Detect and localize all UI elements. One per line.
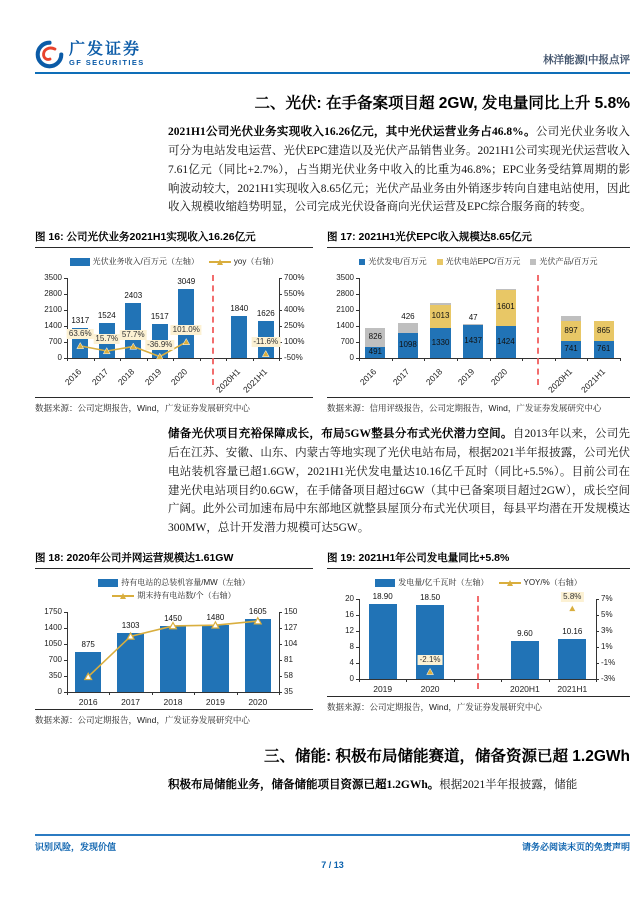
axis-tick [555, 358, 556, 361]
right-axis-tick-label: 7% [601, 594, 613, 604]
right-axis-tick-label: 150 [284, 607, 298, 617]
y-axis-line [359, 278, 360, 358]
y-axis-tick-label: 0 [57, 687, 62, 697]
page-header [35, 40, 630, 69]
gf-logo-icon [35, 40, 64, 69]
right-axis-tick-label: 81 [284, 655, 293, 665]
y-axis-tick-label: 700 [340, 337, 354, 347]
y-axis-tick-label: 2800 [336, 289, 354, 299]
x-axis-label: 2016 [358, 366, 379, 388]
bar-value-label: 1098 [399, 340, 417, 350]
right-axis-tick-label: 104 [284, 639, 298, 649]
line-value-label: -11.6% [253, 337, 279, 347]
footer-right-disclaimer: 请务必阅读末页的免责声明 [521, 841, 630, 852]
bar-value-label: 1840 [230, 304, 249, 314]
figure-18-grid-capacity-chart [35, 550, 313, 727]
right-axis-tick-label: 3% [601, 626, 613, 636]
line-marker-icon [254, 618, 261, 624]
bar-value-label: 1450 [164, 613, 182, 623]
line-marker-icon [212, 622, 219, 628]
legend-item [499, 577, 582, 588]
x-axis-label: 2020 [420, 684, 440, 695]
y-axis-tick-label: 700 [48, 655, 62, 665]
right-axis-tick-label: -50% [284, 353, 303, 363]
x-axis-label: 2020H1 [214, 366, 243, 395]
legend-item [530, 256, 597, 267]
line-value-label: -2.1% [419, 655, 441, 664]
brand-text [69, 42, 145, 68]
y-axis-tick-label: 1400 [336, 321, 354, 331]
line-series [35, 604, 313, 700]
legend-line-marker-icon [120, 593, 126, 599]
header-divider [35, 72, 630, 74]
bar-value-label: 761 [597, 344, 611, 354]
legend-label: 光伏发电/百万元 [368, 257, 427, 267]
x-axis-label: 2020 [248, 697, 268, 708]
bar-value-label: 865 [597, 325, 611, 335]
right-axis-tick-label: 35 [284, 687, 293, 697]
bar-value-label: 1605 [248, 606, 267, 616]
right-axis-tick-label: 100% [284, 337, 305, 347]
page-footer [35, 834, 630, 870]
legend-line-swatch [112, 592, 134, 600]
line-marker-icon [427, 669, 434, 675]
legend-line-swatch [209, 258, 231, 266]
y-axis-tick-label: 2100 [44, 305, 62, 315]
line-value-label: 5.8% [563, 591, 582, 601]
y-axis-tick-label: 4 [349, 658, 354, 668]
y-axis-tick-label: 1050 [44, 639, 62, 649]
bar-value-label: 491 [368, 347, 382, 357]
legend-item [209, 256, 278, 267]
bar-segment [463, 324, 483, 325]
legend-label: yoy（右轴） [233, 257, 279, 267]
x-axis-label: 2019 [456, 366, 477, 388]
legend-line-marker-icon [217, 259, 223, 265]
right-axis-tick-label: 250% [284, 321, 305, 331]
right-axis-tick-label: 700% [284, 273, 305, 283]
footer-divider [35, 834, 630, 836]
legend-item [98, 577, 249, 588]
legend-line-swatch [499, 579, 521, 587]
axis-tick [457, 358, 458, 361]
y-axis-tick-label: 0 [57, 353, 62, 363]
right-axis-tick-label: 5% [601, 610, 613, 620]
legend-square-swatch [437, 259, 443, 265]
bar-value-label: 875 [81, 640, 95, 650]
chart-caption: 图 19: 2021H1年公司发电量同比+5.8% [327, 550, 630, 569]
bar-value-label: 1317 [71, 316, 90, 326]
bar-value-label: 3049 [177, 276, 196, 286]
line-marker-icon [569, 605, 576, 611]
x-axis-label: 2018 [116, 366, 137, 388]
chart-source: 数据来源：公司定期报告，Wind，广发证券发展研究中心 [327, 696, 630, 714]
axis-tick [392, 358, 393, 361]
chart-plot [35, 604, 313, 708]
chart-plot [327, 270, 630, 395]
bar-segment [430, 303, 450, 304]
legend-label: 期末持有电站数/个（右轴） [137, 591, 236, 601]
y-axis-tick-label: 0 [349, 353, 354, 363]
chart-caption: 图 18: 2020年公司并网运营规模达1.61GW [35, 550, 313, 569]
line-series [327, 591, 630, 687]
bar-value-label: 1601 [496, 301, 515, 311]
right-axis-tick-label: 550% [284, 289, 305, 299]
right-axis-tick-label: -1% [601, 658, 616, 668]
bar-value-label: 1437 [464, 336, 483, 346]
legend-bar-swatch [375, 579, 395, 587]
x-axis-label: 2021H1 [578, 366, 608, 395]
charts-row-1 [35, 229, 630, 415]
x-axis-label: 2019 [205, 697, 225, 708]
x-axis-label: 2017 [390, 366, 412, 388]
legend-label: YOY/%（右轴） [523, 578, 582, 588]
bar-value-label: 741 [564, 344, 578, 354]
chart-legend [35, 577, 313, 601]
x-axis-label: 2017 [89, 366, 111, 388]
axis-tick [620, 358, 621, 361]
chart-plot [327, 591, 630, 695]
paragraph-storage-bold: 积极布局储能业务，储备储能项目资源已超1.2GWh。 [168, 778, 440, 791]
y-axis-tick-label: 3500 [44, 273, 62, 283]
legend-square-swatch [359, 259, 365, 265]
legend-label: 持有电站的总装机容量/MW（左轴） [121, 578, 250, 588]
y-axis-tick-label: 2800 [44, 289, 62, 299]
section-title-storage: 三、储能: 积极布局储能赛道，储备资源已超 1.2GWh [264, 747, 630, 765]
bar-value-label: 18.50 [420, 593, 441, 603]
legend-item [112, 590, 235, 601]
axis-tick [490, 358, 491, 361]
footer-left-slogan: 识别风险，发现价值 [35, 841, 117, 852]
legend-item [359, 256, 426, 267]
legend-item [70, 256, 199, 267]
bar-value-label: 1480 [206, 612, 225, 622]
right-axis-tick-label: 127 [284, 623, 298, 633]
legend-bar-swatch [70, 258, 90, 266]
line-value-label: 101.0% [172, 325, 200, 335]
x-axis-label: 2016 [63, 366, 84, 388]
x-axis-label: 2021H1 [240, 366, 270, 395]
x-axis-label: 2020H1 [510, 684, 540, 695]
paragraph-pv-revenue-text: 公司光伏业务收入可分为电站发电运营、光伏EPC建造以及光伏产品销售业务。2021H1公司实现光伏运营收入7.61亿元（同比+2.7%），占当期光伏业务中收入的比重为46.8%；EPC业务受结算周期的影响波动较大，2021H1实现收入8.65亿元；光伏产品业务由外销逐步转向自建电站使用，因此收入规模收缩趋势明显，公司完成光伏设备商向光伏运营及EPC综合服务商的转变。 [168, 126, 630, 214]
bar-value-label: 897 [564, 325, 578, 335]
axis-tick [356, 294, 359, 295]
line-value-label: 57.7% [121, 329, 145, 339]
bar-value-label: 18.90 [372, 591, 393, 601]
chart-source: 数据来源：公司定期报告，Wind，广发证券发展研究中心 [35, 709, 313, 727]
x-axis-label: 2020H1 [546, 366, 575, 395]
x-axis-label: 2017 [121, 697, 141, 708]
chart-caption: 图 16: 公司光伏业务2021H1实现收入16.26亿元 [35, 229, 313, 248]
line-value-label: 15.7% [95, 334, 119, 344]
bar-value-label: 1524 [97, 311, 116, 321]
figure-19-generation-chart [327, 550, 630, 727]
y-axis-tick-label: 12 [345, 626, 354, 636]
figure-16-pv-revenue-chart [35, 229, 313, 415]
bar-value-label: 47 [468, 313, 478, 323]
y-axis-tick-label: 1750 [44, 607, 62, 617]
paragraph-pv-pipeline-text: 自2013年以来，公司先后在江苏、安徽、山东、内蒙古等地实现了光伏电站布局，根据2021半年报披露，公司光伏电站装机容量已超1.6GW，2021H1光伏发电量达10.16亿千瓦时（同比+5.5%）。目前公司在建光伏电站项目约0.6GW，在手储备项目超过6GW（其中已备案项目超过2GW），成长空间广阔。此外公司加速布局中东部地区就整县屋顶分布式光伏项目，每县平均潜在开发规模达300MW，总计开发潜力规模可达5GW。 [168, 428, 630, 535]
bar-segment [398, 323, 418, 333]
bar-value-label: 1303 [121, 620, 140, 630]
right-axis-tick-label: -3% [601, 674, 616, 684]
bar-value-label: 1330 [431, 337, 450, 347]
line-marker-icon [262, 351, 269, 357]
axis-tick [356, 310, 359, 311]
legend-label: 光伏业务收入/百万元（左轴） [92, 257, 199, 267]
bar-segment [561, 316, 581, 321]
axis-tick [359, 358, 360, 361]
chart-legend [327, 256, 630, 267]
x-axis-label: 2019 [373, 684, 393, 695]
y-axis-tick-label: 1400 [44, 321, 62, 331]
line-marker-icon [170, 623, 177, 629]
charts-row-2 [35, 550, 630, 727]
line-value-label: -36.9% [147, 339, 173, 349]
legend-label: 发电量/亿千瓦时（左轴） [398, 578, 489, 588]
x-axis-label: 2018 [163, 697, 183, 708]
bar-segment [463, 324, 483, 325]
period-divider-line [537, 275, 539, 385]
y-axis-tick-label: 1400 [44, 623, 62, 633]
line-series [35, 270, 313, 366]
chart-source: 数据来源：信用评级报告，公司定期报告，Wind，广发证券发展研究中心 [327, 397, 630, 415]
chart-caption: 图 17: 2021H1光伏EPC收入规模达8.65亿元 [327, 229, 630, 248]
x-axis-label: 2020 [169, 366, 190, 388]
axis-tick [424, 358, 425, 361]
y-axis-tick-label: 0 [349, 674, 354, 684]
brand-name-en: GF SECURITIES [69, 58, 145, 68]
report-type-label: 林洋能源|中报点评 [543, 54, 630, 66]
chart-legend [35, 256, 313, 267]
bar-value-label: 1013 [431, 310, 450, 320]
chart-source: 数据来源：公司定期报告，Wind，广发证券发展研究中心 [35, 397, 313, 415]
bar-segment [496, 289, 516, 290]
y-axis-tick-label: 20 [345, 594, 354, 604]
bar-value-label: 10.16 [562, 626, 583, 636]
right-axis-tick-label: 1% [601, 642, 613, 652]
section-title-photovoltaic: 二、光伏: 在手备案项目超 2GW, 发电量同比上升 5.8% [254, 95, 630, 112]
right-axis-tick-label: 58 [284, 671, 293, 681]
y-axis-tick-label: 16 [345, 610, 354, 620]
y-axis-tick-label: 350 [48, 671, 62, 681]
legend-label: 光伏产品/百万元 [539, 257, 598, 267]
legend-line-marker-icon [507, 580, 513, 586]
bar-value-label: 1626 [256, 309, 275, 319]
legend-item [437, 256, 521, 267]
paragraph-pv-pipeline-bold: 储备光伏项目充裕保障成长，布局5GW整县分布式光伏潜力空间。 [168, 428, 513, 441]
x-axis-label: 2020 [488, 366, 510, 388]
axis-tick [356, 326, 359, 327]
axis-tick [356, 278, 359, 279]
paragraph-storage [168, 776, 630, 795]
bar-value-label: 1424 [496, 336, 515, 346]
bar-value-label: 2403 [124, 291, 143, 301]
y-axis-tick-label: 2100 [336, 305, 354, 315]
legend-bar-swatch [98, 579, 118, 587]
paragraph-pv-pipeline [168, 425, 630, 538]
x-axis-label: 2021H1 [557, 684, 588, 695]
legend-label: 光伏电站EPC/百万元 [445, 257, 521, 267]
gf-securities-logo [35, 40, 145, 69]
x-axis-label: 2018 [423, 366, 444, 388]
x-axis-label: 2019 [142, 366, 164, 388]
legend-square-swatch [530, 259, 536, 265]
line-marker-icon [183, 339, 190, 345]
right-axis-tick-label: 400% [284, 305, 305, 315]
y-axis-tick-label: 3500 [336, 273, 354, 283]
bar-value-label: 826 [368, 332, 382, 342]
paragraph-pv-revenue [168, 123, 630, 217]
figure-17-epc-revenue-chart [327, 229, 630, 415]
x-axis-label: 2016 [78, 697, 98, 708]
y-axis-tick-label: 700 [48, 337, 62, 347]
bar-value-label: 9.60 [517, 628, 533, 638]
paragraph-pv-revenue-bold: 2021H1公司光伏业务实现收入16.26亿元，其中光伏运营业务占46.8%。 [168, 126, 536, 138]
page-number: 7 / 13 [321, 859, 344, 870]
axis-tick [356, 342, 359, 343]
brand-name-cn: 广发证券 [69, 40, 142, 58]
axis-tick [522, 358, 523, 361]
y-axis-tick-label: 8 [349, 642, 354, 652]
paragraph-storage-text: 根据2021半年报披露，储能 [439, 778, 578, 791]
bar-value-label: 426 [401, 312, 415, 322]
chart-plot [35, 270, 313, 395]
axis-tick [587, 358, 588, 361]
bar-value-label: 1517 [150, 311, 169, 321]
line-value-label: 63.6% [68, 329, 92, 339]
legend-item [375, 577, 488, 588]
line-marker-icon [127, 633, 134, 639]
chart-legend [327, 577, 630, 588]
